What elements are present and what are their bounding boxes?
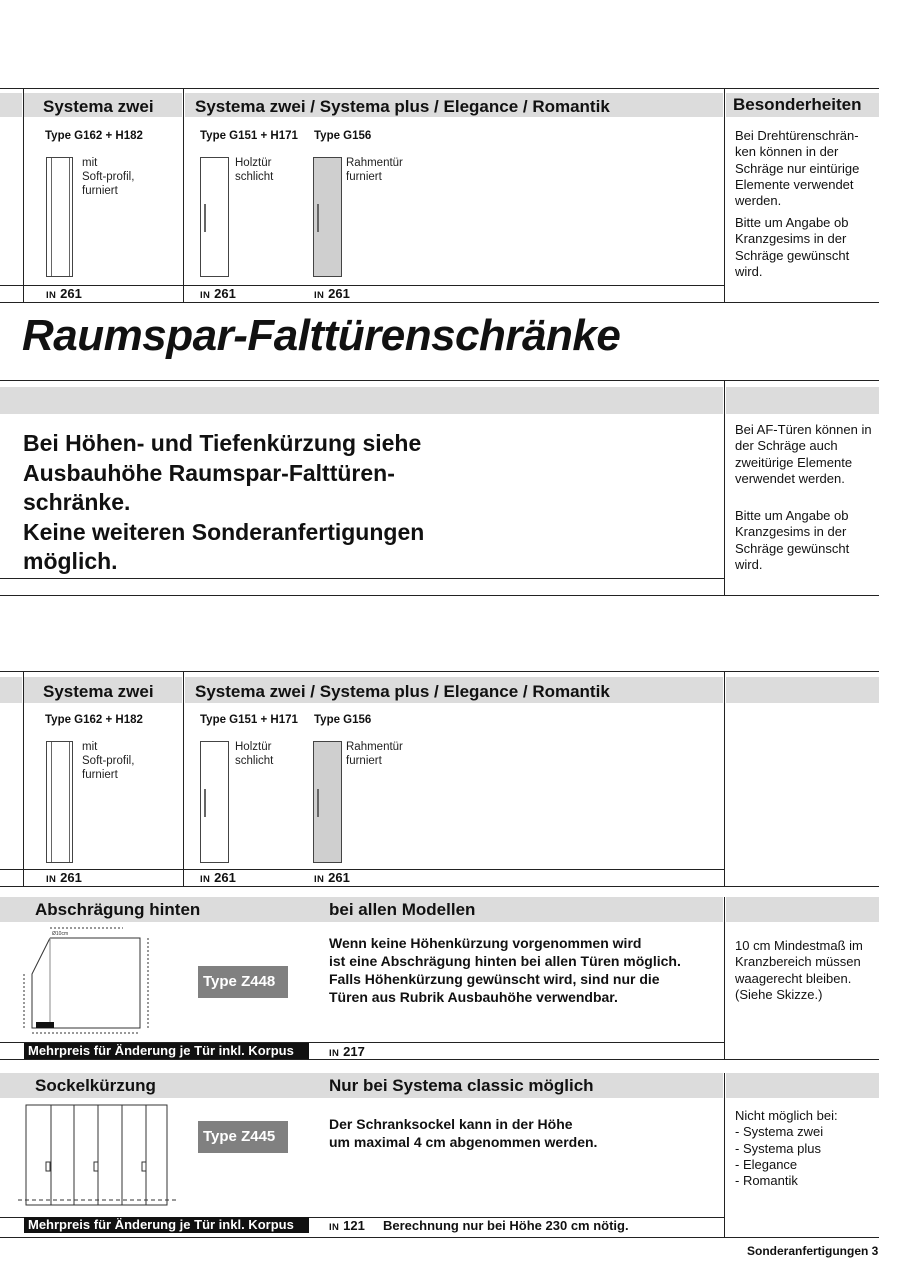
note-text: 10 cm Mindestmaß im Kranzbereich müssen waagerecht bleiben. (Siehe Skizze.) [735, 938, 863, 1002]
bevel-sketch [18, 922, 158, 1040]
door-frame-illustration [313, 741, 342, 863]
door-description: Holztür schlicht [235, 741, 274, 767]
section-header: bei allen Modellen [329, 900, 476, 919]
col-divider [23, 671, 24, 886]
type-label: Type G156 [314, 714, 372, 726]
header-band [0, 93, 22, 117]
page-footer: Sonderanfertigungen 3 [747, 1244, 879, 1258]
door-wood-illustration [200, 157, 229, 277]
col-header-models: Systema zwei / Systema plus / Elegance / Romantik [195, 97, 610, 116]
col-divider [724, 380, 725, 595]
door-description: mit Soft-profil, furniert [82, 157, 135, 197]
price-code: IN 261 [200, 286, 236, 301]
rule [0, 285, 724, 286]
price-code: IN 217 [329, 1044, 365, 1059]
price-code: IN 261 [314, 286, 350, 301]
surcharge-bar: Mehrpreis für Änderung je Tür inkl. Korpus [24, 1043, 309, 1059]
door-softprofile-illustration [46, 157, 73, 277]
header-band [726, 897, 879, 922]
section-text: Der Schranksockel kann in der Höhe um maximal 4 cm abgenommen werden. [329, 1116, 598, 1150]
rule [0, 88, 879, 89]
type-label: Type G156 [314, 130, 372, 142]
header-band [0, 387, 723, 414]
type-box: Type Z448 [198, 966, 288, 998]
header-band [726, 387, 879, 414]
rule [0, 886, 879, 887]
plinth-sketch [18, 1101, 178, 1216]
door-handle [317, 204, 319, 232]
rule [0, 578, 724, 579]
section-header: Nur bei Systema classic möglich [329, 1076, 594, 1095]
col-divider [724, 897, 725, 1059]
type-label: Type G162 + H182 [45, 130, 143, 142]
col-divider [724, 88, 725, 302]
rule [0, 671, 879, 672]
door-handle [317, 789, 319, 817]
col-divider [183, 88, 184, 302]
page-title: Raumspar-Falttürenschränke [22, 311, 621, 360]
door-handle [204, 204, 206, 232]
rule [0, 1237, 879, 1238]
rule [0, 869, 724, 870]
col-header-besonderheiten: Besonderheiten [733, 95, 862, 114]
price-code: IN 261 [200, 870, 236, 885]
col-header-systema-zwei: Systema zwei [43, 682, 154, 701]
door-description: Rahmentür furniert [346, 157, 403, 183]
col-header-systema-zwei: Systema zwei [43, 97, 154, 116]
door-description: Holztür schlicht [235, 157, 274, 183]
price-note: Berechnung nur bei Höhe 230 cm nötig. [383, 1218, 629, 1233]
door-wood-illustration [200, 741, 229, 863]
col-divider [183, 671, 184, 886]
note-text: Bei AF-Türen können in der Schräge auch zweitürige Elemente verwendet werden. [735, 422, 872, 486]
col-divider [724, 1073, 725, 1237]
type-label: Type G151 + H171 [200, 130, 298, 142]
door-frame-illustration [313, 157, 342, 277]
rule [0, 380, 879, 381]
price-code: IN 121 [329, 1218, 365, 1233]
col-divider [724, 671, 725, 886]
note-text: Bitte um Angabe ob Kranzgesims in der Schräge gewünscht wird. [735, 508, 850, 572]
header-band [726, 1073, 879, 1098]
surcharge-bar: Mehrpreis für Änderung je Tür inkl. Korpus [24, 1217, 309, 1233]
type-label: Type G151 + H171 [200, 714, 298, 726]
section-text: Wenn keine Höhenkürzung vorgenommen wird ist eine Abschrägung hinten bei allen Türen möglich. Falls Höhenkürzung gewünscht wird, sind nur die Türen aus Rubrik Ausbauhöhe verwendbar. [329, 935, 681, 1005]
main-text: Bei Höhen- und Tiefenkürzung siehe Ausbauhöhe Raumspar-Falttüren- schränke. Keine weiteren Sonderanfertigungen möglich. [23, 430, 425, 574]
header-band [0, 677, 22, 703]
type-box: Type Z445 [198, 1121, 288, 1153]
sketch-label: Ø10cm [52, 931, 69, 937]
note-text: Bitte um Angabe ob Kranzgesims in der Schräge gewünscht wird. [735, 215, 850, 279]
section-header: Abschrägung hinten [35, 900, 201, 919]
header-band [726, 677, 879, 703]
price-code: IN 261 [46, 870, 82, 885]
note-text: Nicht möglich bei: - Systema zwei - Systema plus - Elegance - Romantik [735, 1108, 838, 1189]
rule [0, 1059, 879, 1060]
price-code: IN 261 [314, 870, 350, 885]
type-label: Type G162 + H182 [45, 714, 143, 726]
door-softprofile-illustration [46, 741, 73, 863]
door-handle [204, 789, 206, 817]
section-header: Sockelkürzung [35, 1076, 156, 1095]
door-description: Rahmentür furniert [346, 741, 403, 767]
rule [0, 595, 879, 596]
col-divider [23, 88, 24, 302]
price-code: IN 261 [46, 286, 82, 301]
door-description: mit Soft-profil, furniert [82, 741, 135, 781]
note-text: Bei Drehtürenschrän- ken können in der Schräge nur eintürige Elemente verwendet werden. [735, 128, 860, 209]
rule [0, 302, 879, 303]
col-header-models: Systema zwei / Systema plus / Elegance / Romantik [195, 682, 610, 701]
